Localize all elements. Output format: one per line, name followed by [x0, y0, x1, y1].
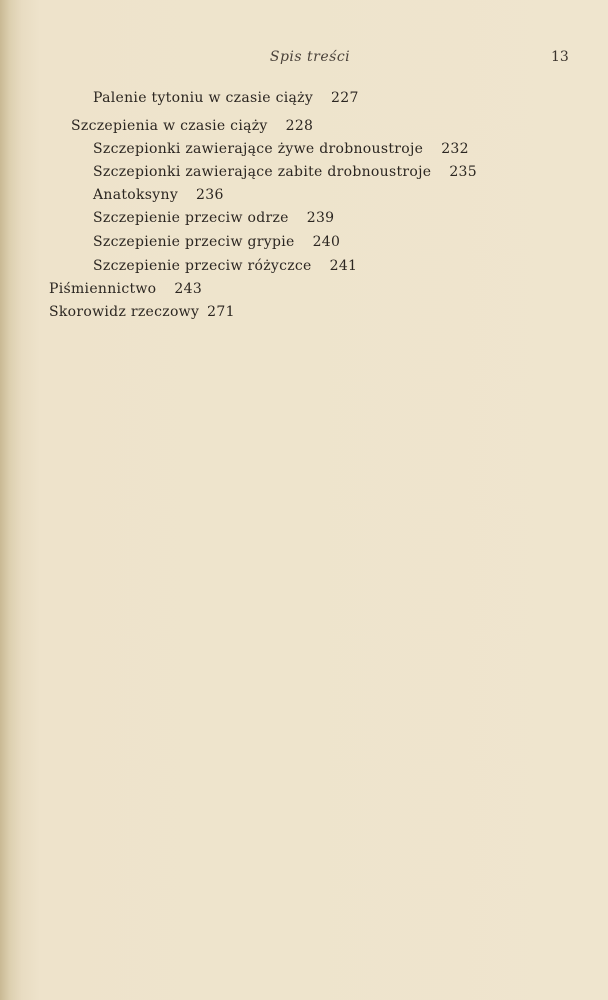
toc-entry-page: 232 [441, 141, 469, 157]
toc-entry [93, 187, 224, 203]
toc-entry-title: Szczepionki zawierające zabite drobnoustroje [93, 164, 432, 180]
toc-entry [93, 141, 469, 157]
toc-entry-page: 240 [312, 234, 341, 250]
toc-entry-page: 239 [306, 210, 335, 226]
toc-entry [71, 118, 313, 134]
toc-entry [93, 210, 334, 226]
toc-entry [49, 281, 202, 297]
running-header [0, 49, 608, 65]
toc-entry-page: 236 [196, 187, 224, 203]
toc-entry-title: Szczepionki zawierające żywe drobnoustroje [93, 141, 424, 157]
toc-entry [49, 304, 235, 320]
toc-entry-title: Szczepienie przeciw różyczce [93, 258, 312, 274]
toc-entry [93, 90, 359, 106]
toc-entry-page: 241 [329, 258, 358, 274]
toc-entry-title: Szczepienie przeciw odrze [93, 210, 289, 226]
toc-entry-title: Anatoksyny [93, 187, 179, 203]
toc-entry-title: Piśmiennictwo [49, 281, 157, 297]
toc-entry-page: 227 [331, 90, 359, 106]
toc-entry-page: 243 [174, 281, 203, 297]
toc-entry [93, 234, 340, 250]
toc-entry-title: Szczepienie przeciw grypie [93, 234, 295, 250]
toc-entry-title: Skorowidz rzeczowy [49, 304, 200, 320]
toc-entry-title: Szczepienia w czasie ciąży [71, 118, 268, 134]
toc-entry-page: 235 [449, 164, 477, 180]
toc-entry-page: 228 [285, 118, 314, 134]
toc-entry [93, 164, 477, 180]
toc-entry-page: 271 [207, 304, 235, 320]
toc-entry-title: Palenie tytoniu w czasie ciąży [93, 90, 314, 106]
toc-entry [93, 258, 357, 274]
header-title: Spis treści [269, 49, 351, 65]
page-number: 13 [551, 49, 569, 65]
